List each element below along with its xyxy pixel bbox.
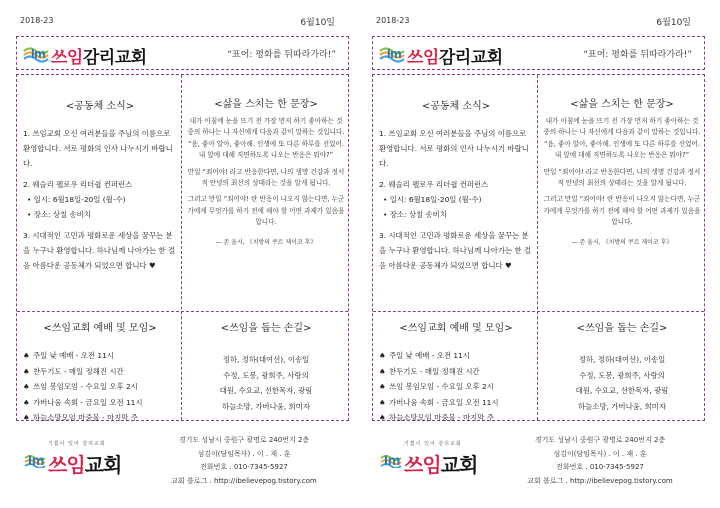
worship-row: ♠ 하늘소망모임 마중물 - 마지막 주 xyxy=(379,410,533,426)
spade-icon: ♠ xyxy=(23,397,30,407)
helping-hands xyxy=(187,319,345,414)
phone: 전화번호 . 010-7345-5927 xyxy=(556,463,644,471)
footer xyxy=(16,428,349,498)
worship-row: ♠ 찬두기도 - 매일 정해진 시간 xyxy=(379,364,533,380)
church-name xyxy=(51,43,147,68)
church-name-rest: 감리교회 xyxy=(438,48,503,68)
news-item: 1. 쓰임교회 오신 여러분들을 주님의 이름으로 환영합니다. 서로 평화의 인사 나누시기 바랍니다. xyxy=(379,129,529,168)
issue-number: 2018-23 xyxy=(20,16,54,25)
worship-row: ♠ 쓰임 봉임모임 - 수요일 오후 2시 xyxy=(379,379,533,395)
news-item: 3. 시대적인 고민과 평화로운 세상을 꿈꾸는 분을 누구나 환영합니다. 하나님께 나아가는 한 걸음 아름다운 공동체가 되었으면 합니다 ♥ xyxy=(379,231,532,270)
sentence-source: — 존 울시, 《치방의 쿠르 제이코 후》 xyxy=(215,238,317,246)
worship-title: <쓰임교회 예배 및 모임> xyxy=(43,323,157,334)
blog-link[interactable]: 교회 블로그 . http://ibelievepog.tistory.com xyxy=(171,476,317,485)
logo-tagline: 기쁨이 있어 감리교회 xyxy=(404,441,462,447)
worship-title: <쓰임교회 예배 및 모임> xyxy=(399,323,513,334)
church-name-accent: 쓰임 xyxy=(407,48,439,68)
spade-icon: ♠ xyxy=(379,397,386,407)
spade-icon: ♠ xyxy=(379,351,386,360)
pastor: 섬김이(담임목사) . 이 . 재 . 훈 xyxy=(197,449,291,458)
community-news-title: <공동체 소식> xyxy=(65,101,135,112)
motto: “표어: 평화를 뒤따라가라!” xyxy=(583,50,692,60)
header-box xyxy=(372,36,705,70)
daily-sentence xyxy=(543,95,701,248)
issue-date: 6월10일 xyxy=(300,18,335,28)
helping-hands xyxy=(543,319,701,414)
spade-icon: ♠ xyxy=(23,382,30,391)
spade-icon: ♠ xyxy=(379,382,386,391)
spade-icon: ♠ xyxy=(379,366,386,376)
worship-row: ♠ 가버나움 속회 - 금요일 오전 11시 xyxy=(23,395,177,411)
issue-date: 6월10일 xyxy=(656,18,691,28)
top-line xyxy=(376,14,699,28)
worship-row: ♠ 하늘소망모임 마중물 - 마지막 주 xyxy=(23,410,177,426)
content-grid xyxy=(16,74,349,421)
logo-prefix: Im xyxy=(31,46,46,61)
bulletin-page-right xyxy=(368,0,713,508)
church-name-rest: 감리교회 xyxy=(82,48,147,68)
daily-sentence-body: 내가 아침에 눈을 뜨기 전 가장 먼저 하기 좋아하는 것 중의 하나는 나 자신에게 다음과 같이 말하는 것입니다. “음, 좋아 알아, 좋아해. 인생에 또 다른 하루를 선었어. 내 앞에 대해 직면하도록 나오는 반응은 뭐야?” 만일 “죄어야! 라고 반응한다면, 나의 생명 건강과 정서적 안녕의 최선의 상태라는 것을 알게 됩니다. 그러고 만일 “죄어야! 란 반응이 나오지 않는다면, 누군가에게 무엇가를 하기 전에 해야 할 어떤 과제가 있음을 압니다. — 존 울시, 《치방의 쿠르 제이코 후》 xyxy=(543,116,701,248)
divider-vertical xyxy=(537,75,538,420)
footer-church-name: 쓰임교회 xyxy=(404,453,478,477)
community-news-title: <공동체 소식> xyxy=(421,101,491,112)
header-box xyxy=(16,36,349,70)
news-item: 2. 웨슬리 펠로우 리더쉽 컨퍼런스 • 일시: 6월18일-20일 (월-수) • 장소: 상칠 송비치 xyxy=(379,180,489,219)
worship-row: ♠ 주일 낮 예배 - 오전 11시 xyxy=(23,348,177,364)
worship-schedule xyxy=(23,319,177,426)
helping-hands-list: 정하, 정하(대여선), 이송일 수정, 도봉, 광희주, 사랑의 대원, 수요교, 선한목자, 광림 하늘소망, 가버나움, 희미자 xyxy=(575,355,669,411)
top-line xyxy=(20,14,343,28)
spade-icon: ♠ xyxy=(379,413,386,422)
worship-row: ♠ 주일 낮 예배 - 오전 11시 xyxy=(379,348,533,364)
church-name-accent: 쓰임 xyxy=(51,48,83,68)
daily-sentence-title: <삶을 스치는 한 문장> xyxy=(214,99,318,110)
logo-tagline: 기쁨이 있어 감리교회 xyxy=(48,441,106,447)
footer xyxy=(372,428,705,498)
contact-info xyxy=(505,434,695,488)
divider-horizontal xyxy=(373,311,704,312)
logo-prefix: Im xyxy=(384,452,401,468)
helping-hands-list: 정하, 정하(대여선), 이송일 수정, 도봉, 광희주, 사랑의 대원, 수요교, 선한목자, 광림 하늘소망, 가버나움, 희미자 xyxy=(219,355,313,411)
divider-vertical xyxy=(181,75,182,420)
issue-number: 2018-23 xyxy=(376,16,410,25)
motto: “표어: 평화를 뒤따라가라!” xyxy=(227,50,336,60)
address: 경기도 성남시 중원구 광명로 240번지 2층 xyxy=(534,436,666,444)
sentence-source: — 존 울시, 《치방의 쿠르 제이코 후》 xyxy=(571,238,673,246)
church-logo xyxy=(23,41,173,67)
worship-row: ♠ 찬두기도 - 매일 정해진 시간 xyxy=(23,364,177,380)
daily-sentence xyxy=(187,95,345,248)
footer-church-name: 쓰임교회 xyxy=(48,453,122,477)
helping-hands-title: <쓰임을 돕는 손길> xyxy=(576,323,668,334)
phone: 전화번호 . 010-7345-5927 xyxy=(200,463,288,471)
worship-row: ♠ 쓰임 봉임모임 - 수요일 오후 2시 xyxy=(23,379,177,395)
address: 경기도 성남시 중원구 광명로 240번지 2층 xyxy=(178,436,310,444)
spade-icon: ♠ xyxy=(23,351,30,360)
community-news xyxy=(379,97,533,279)
church-name xyxy=(407,43,503,68)
spade-icon: ♠ xyxy=(23,413,30,422)
contact-info xyxy=(149,434,339,488)
footer-logo xyxy=(378,440,498,478)
daily-sentence-body: 내가 아침에 눈을 뜨기 전 가장 먼저 하기 좋아하는 것 중의 하나는 나 자신에게 다음과 같이 말하는 것입니다. “음, 좋아 알아, 좋아해. 인생에 또 다른 하루를 선었어. 내 앞에 대해 직면하도록 나오는 반응은 뭐야?” 만일 “죄어야! 라고 반응한다면, 나의 생명 건강과 정서적 안녕의 최선의 상태라는 것을 알게 됩니다. 그러고 만일 “죄어야! 란 반응이 나오지 않는다면, 누군가에게 무엇가를 하기 전에 해야 할 어떤 과제가 있음을 압니다. — 존 울시, 《치방의 쿠르 제이코 후》 xyxy=(187,116,345,248)
news-item: 3. 시대적인 고민과 평화로운 세상을 꿈꾸는 분을 누구나 환영합니다. 하나님께 나아가는 한 걸음 아름다운 공동체가 되었으면 합니다 ♥ xyxy=(23,231,176,270)
news-item: 1. 쓰임교회 오신 여러분들을 주님의 이름으로 환영합니다. 서로 평화의 인사 나누시기 바랍니다. xyxy=(23,129,173,168)
footer-logo xyxy=(22,440,142,478)
worship-schedule xyxy=(379,319,533,426)
content-grid xyxy=(372,74,705,421)
logo-prefix: Im xyxy=(28,452,45,468)
blog-link[interactable]: 교회 블로그 . http://ibelievepog.tistory.com xyxy=(527,476,673,485)
divider-horizontal xyxy=(17,311,348,312)
pastor: 섬김이(담임목사) . 이 . 재 . 훈 xyxy=(553,449,647,458)
helping-hands-title: <쓰임을 돕는 손길> xyxy=(220,323,312,334)
daily-sentence-title: <삶을 스치는 한 문장> xyxy=(570,99,674,110)
community-news xyxy=(23,97,177,279)
bulletin-page-left xyxy=(12,0,357,508)
spade-icon: ♠ xyxy=(23,366,30,376)
church-logo xyxy=(379,41,529,67)
logo-prefix: Im xyxy=(387,46,402,61)
news-item: 2. 웨슬리 펠로우 리더쉽 컨퍼런스 • 일시: 6월18일-20일 (월-수) • 장소: 상칠 송비치 xyxy=(23,180,133,219)
worship-row: ♠ 가버나움 속회 - 금요일 오전 11시 xyxy=(379,395,533,411)
